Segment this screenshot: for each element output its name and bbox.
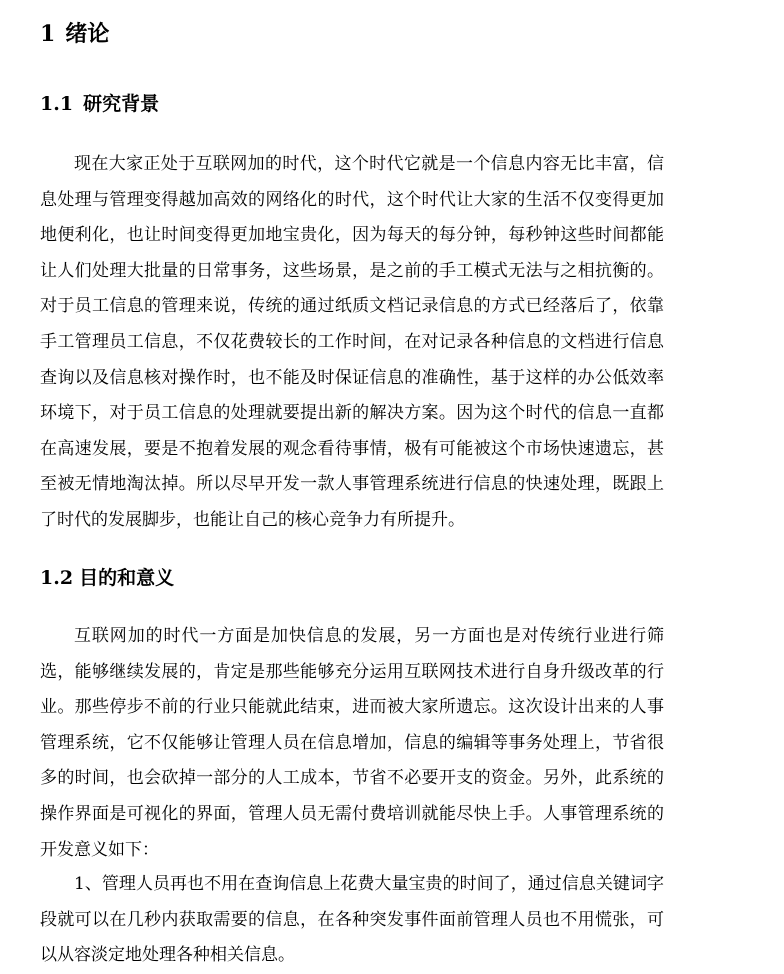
section-title: 研究背景 — [83, 93, 160, 115]
paragraph-list-item-1: 1、管理人员再也不用在查询信息上花费大量宝贵的时间了，通过信息关键词字段就可以在几秒内获取需要的信息，在各种突发事件面前管理人员也不用慌张，可以从容淡定地处理各种相关信息。 — [40, 874, 664, 966]
paragraph-research-background: 现在大家正处于互联网加的时代，这个时代它就是一个信息内容无比丰富，信息处理与管理变得越加高效的网络化的时代，这个时代让大家的生活不仅变得更加地便利化，也让时间变得更加地宝贵化，因为每天的每分钟，每秒钟这些时间都能让人们处理大批量的日常事务，这些场景，是之前的手工模式无法与之相抗衡的。对于员工信息的管理来说，传统的通过纸质文档记录信息的方式已经落后了，依靠手工管理员工信息，不仅花费较长的工作时间，在对记录各种信息的文档进行信息查询以及信息核对操作时，也不能及时保证信息的准确性，基于这样的办公低效率环境下，对于员工信息的处理就要提出新的解决方案。因为这个时代的信息一直都在高速发展，要是不抱着发展的观念看待事情，极有可能被这个市场快速遗忘，甚至被无情地淘汰掉。所以尽早开发一款人事管理系统进行信息的快速处理，既跟上了时代的发展脚步，也能让自己的核心竞争力有所提升。 — [40, 154, 664, 530]
section-number: 1.2 — [40, 567, 74, 589]
section-title: 目的和意义 — [79, 567, 175, 589]
chapter-number: 1 — [40, 21, 56, 47]
section-heading-1-2 — [40, 564, 174, 592]
chapter-title: 绪论 — [65, 21, 110, 47]
section-heading-1-1 — [40, 90, 159, 118]
paragraph-purpose-significance: 互联网加的时代一方面是加快信息的发展，另一方面也是对传统行业进行筛选，能够继续发展的，肯定是那些能够充分运用互联网技术进行自身升级改革的行业。那些停步不前的行业只能就此结束，进而被大家所遗忘。这次设计出来的人事管理系统，它不仅能够让管理人员在信息增加，信息的编辑等事务处理上，节省很多的时间，也会砍掉一部分的人工成本，节省不必要开支的资金。另外，此系统的操作界面是可视化的界面，管理人员无需付费培训就能尽快上手。人事管理系统的开发意义如下： — [40, 626, 664, 860]
section-number: 1.1 — [40, 93, 74, 115]
chapter-heading — [40, 18, 109, 50]
